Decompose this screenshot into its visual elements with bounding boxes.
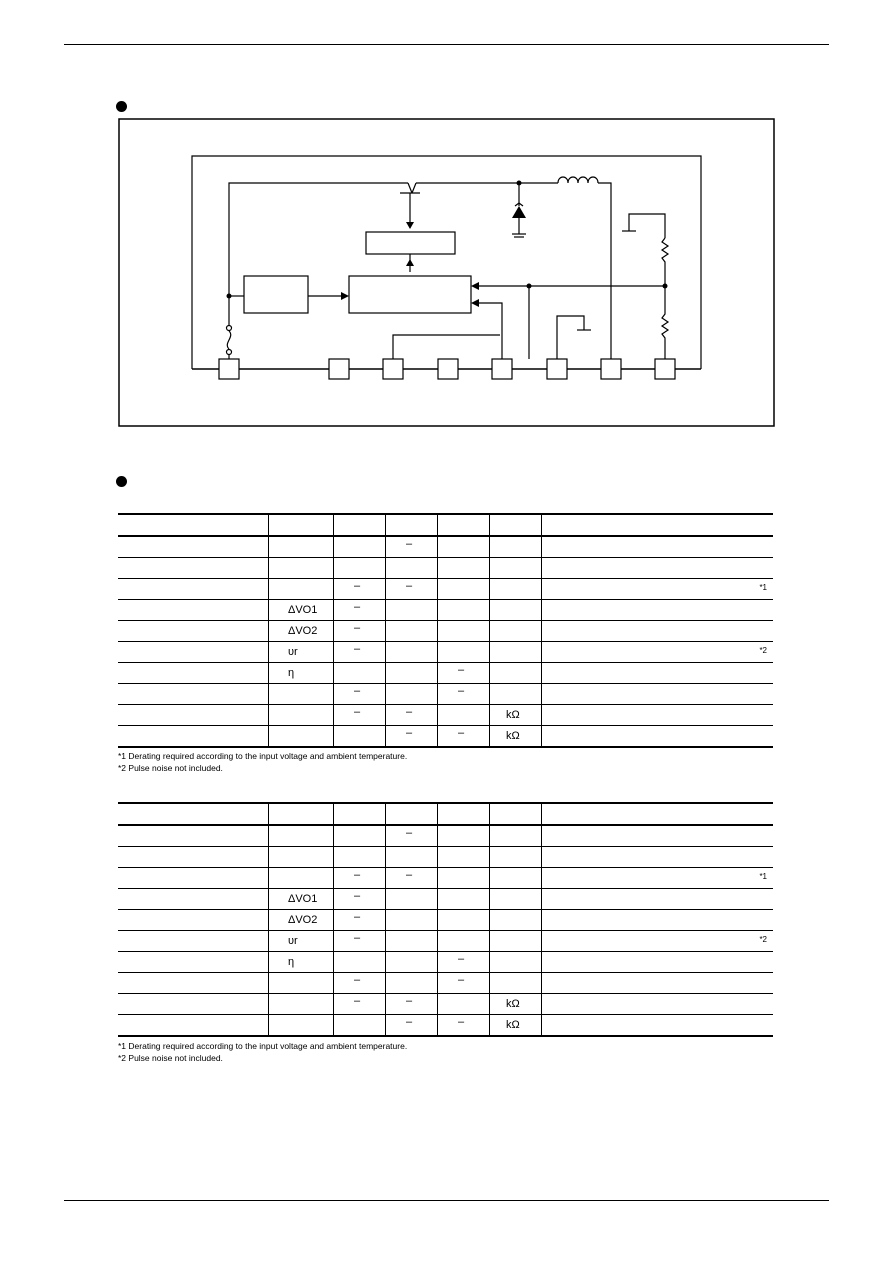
table-row [118,536,773,558]
typ-cell [386,910,438,931]
unit-cell [490,621,542,642]
max-cell [438,952,490,973]
dash-mark: – [406,538,413,550]
symbol-cell [269,536,334,558]
symbol-cell [269,994,334,1015]
param-cell [118,847,269,868]
footnote-1: *1 Derating required according to the input voltage and ambient temperature. [118,1041,408,1051]
typ-cell [386,847,438,868]
max-cell [438,705,490,726]
conditions-cell [542,889,774,910]
typ-cell [386,889,438,910]
param-cell [118,663,269,684]
unit-text: kΩ [506,998,520,1010]
conditions-cell [542,868,774,889]
max-cell [438,621,490,642]
table-row [118,847,773,868]
max-cell [438,868,490,889]
table-row [118,621,773,642]
min-cell [334,600,386,621]
unit-cell [490,931,542,952]
unit-text: kΩ [506,730,520,742]
typ-cell [386,952,438,973]
symbol-cell [269,910,334,931]
note-marker: *2 [759,935,767,944]
table-row [118,684,773,705]
table-row [118,931,773,952]
dash-mark: – [406,727,413,739]
dash-mark: – [354,685,361,697]
min-cell [334,847,386,868]
max-cell [438,600,490,621]
footnote-2: *2 Pulse noise not included. [118,763,223,773]
typ-cell [386,621,438,642]
param-cell [118,621,269,642]
symbol-cell [269,705,334,726]
max-cell [438,994,490,1015]
dash-mark: – [354,890,361,902]
symbol-text: ΔVO1 [288,604,318,616]
min-cell [334,579,386,600]
min-cell [334,994,386,1015]
min-cell [334,558,386,579]
note-marker: *1 [759,583,767,592]
symbol-text: υr [288,646,298,658]
oscillator-block [244,276,308,313]
pin-7 [601,359,621,379]
table-row [118,825,773,847]
unit-cell [490,663,542,684]
unit-cell [490,889,542,910]
diode-triangle [512,206,526,218]
dash-mark: – [406,1016,413,1028]
conditions-cell [542,579,774,600]
min-cell [334,952,386,973]
unit-cell [490,994,542,1015]
symbol-text: ΔVO2 [288,625,318,637]
pin-6 [547,359,567,379]
conditions-cell [542,600,774,621]
param-cell [118,558,269,579]
note-marker: *1 [759,872,767,881]
dash-mark: – [354,911,361,923]
section-bullet-specifications [116,476,127,487]
symbol-cell [269,663,334,684]
dash-mark: – [406,995,413,1007]
conditions-cell [542,663,774,684]
param-cell [118,579,269,600]
conditions-cell [542,994,774,1015]
dash-mark: – [354,643,361,655]
param-cell [118,973,269,994]
min-cell [334,663,386,684]
conditions-cell [542,973,774,994]
unit-cell [490,910,542,931]
symbol-cell [269,931,334,952]
min-cell [334,621,386,642]
max-cell [438,642,490,663]
min-cell [334,931,386,952]
symbol-cell [269,726,334,748]
max-cell [438,847,490,868]
conditions-cell [542,910,774,931]
table-row [118,994,773,1015]
unit-cell [490,705,542,726]
unit-cell [490,536,542,558]
symbol-cell [269,579,334,600]
dash-mark: – [354,622,361,634]
unit-cell [490,558,542,579]
note-marker: *2 [759,646,767,655]
typ-cell [386,868,438,889]
typ-cell [386,994,438,1015]
typ-cell [386,558,438,579]
pin-3 [383,359,403,379]
unit-cell [490,600,542,621]
dash-mark: – [354,995,361,1007]
symbol-cell [269,600,334,621]
pin-2 [329,359,349,379]
table-header-row [118,803,773,825]
symbol-cell [269,621,334,642]
symbol-cell [269,642,334,663]
symbol-text: η [288,667,295,679]
unit-text: kΩ [506,1019,520,1031]
typ-cell [386,825,438,847]
pin-5 [492,359,512,379]
max-cell [438,910,490,931]
symbol-cell [269,889,334,910]
table-row [118,1015,773,1037]
footer-rule [64,1200,829,1201]
max-cell [438,931,490,952]
table-row [118,726,773,748]
dash-mark: – [458,974,465,986]
symbol-cell [269,952,334,973]
dash-mark: – [458,664,465,676]
typ-cell [386,642,438,663]
symbol-cell [269,825,334,847]
dash-mark: – [354,869,361,881]
max-cell [438,726,490,748]
unit-text: kΩ [506,709,520,721]
footnote-2: *2 Pulse noise not included. [118,1053,223,1063]
max-cell [438,558,490,579]
table-row [118,973,773,994]
min-cell [334,889,386,910]
conditions-cell [542,952,774,973]
min-cell [334,642,386,663]
symbol-cell [269,684,334,705]
param-cell [118,600,269,621]
spec-table-2 [118,802,773,1037]
conditions-cell [542,684,774,705]
max-cell [438,579,490,600]
max-cell [438,825,490,847]
dash-mark: – [406,580,413,592]
param-cell [118,726,269,748]
typ-cell [386,1015,438,1037]
dash-mark: – [354,580,361,592]
param-cell [118,536,269,558]
table-body [118,536,773,747]
typ-cell [386,663,438,684]
param-cell [118,1015,269,1037]
ic-outline [192,156,701,369]
param-cell [118,910,269,931]
min-cell [334,726,386,748]
min-cell [334,684,386,705]
typ-cell [386,536,438,558]
dash-mark: – [354,601,361,613]
param-cell [118,931,269,952]
param-cell [118,825,269,847]
dash-mark: – [406,869,413,881]
conditions-cell [542,1015,774,1037]
pin-8 [655,359,675,379]
typ-cell [386,973,438,994]
diagram-frame [119,119,774,426]
min-cell [334,705,386,726]
table-row [118,952,773,973]
unit-cell [490,825,542,847]
unit-cell [490,579,542,600]
param-cell [118,868,269,889]
table-header-row [118,514,773,536]
symbol-cell [269,558,334,579]
symbol-cell [269,973,334,994]
symbol-cell [269,1015,334,1037]
min-cell [334,868,386,889]
unit-cell [490,726,542,748]
conditions-cell [542,705,774,726]
dash-mark: – [458,1016,465,1028]
max-cell [438,536,490,558]
table-row [118,705,773,726]
min-cell [334,825,386,847]
max-cell [438,663,490,684]
symbol-text: ΔVO2 [288,914,318,926]
dash-mark: – [458,953,465,965]
min-cell [334,1015,386,1037]
typ-cell [386,684,438,705]
table-row [118,889,773,910]
typ-cell [386,705,438,726]
symbol-text: η [288,956,295,968]
table1-footnotes [118,750,407,774]
param-cell [118,889,269,910]
conditions-cell [542,847,774,868]
table-row [118,642,773,663]
symbol-text: ΔVO1 [288,893,318,905]
unit-cell [490,1015,542,1037]
unit-cell [490,684,542,705]
pin-4 [438,359,458,379]
unit-cell [490,973,542,994]
dash-mark: – [354,706,361,718]
table-row [118,579,773,600]
conditions-cell [542,931,774,952]
conditions-cell [542,621,774,642]
dash-mark: – [406,827,413,839]
param-cell [118,952,269,973]
table-row [118,558,773,579]
driver-block [366,232,455,254]
max-cell [438,684,490,705]
dash-mark: – [458,727,465,739]
symbol-cell [269,868,334,889]
conditions-cell [542,642,774,663]
table-row [118,868,773,889]
max-cell [438,889,490,910]
param-cell [118,994,269,1015]
table2-footnotes [118,1040,407,1064]
dash-mark: – [406,706,413,718]
typ-cell [386,931,438,952]
typ-cell [386,600,438,621]
table-row [118,600,773,621]
param-cell [118,705,269,726]
min-cell [334,536,386,558]
typ-cell [386,579,438,600]
block-diagram [0,0,893,440]
unit-cell [490,847,542,868]
pin-1 [219,359,239,379]
pwm-control-block [349,276,471,313]
symbol-text: υr [288,935,298,947]
dash-mark: – [458,685,465,697]
unit-cell [490,952,542,973]
table-row [118,663,773,684]
unit-cell [490,868,542,889]
conditions-cell [542,726,774,748]
symbol-cell [269,847,334,868]
param-cell [118,684,269,705]
spec-table-1 [118,513,773,748]
param-cell [118,642,269,663]
table-body [118,825,773,1036]
conditions-cell [542,825,774,847]
dash-mark: – [354,974,361,986]
footnote-1: *1 Derating required according to the input voltage and ambient temperature. [118,751,408,761]
conditions-cell [542,558,774,579]
max-cell [438,1015,490,1037]
conditions-cell [542,536,774,558]
max-cell [438,973,490,994]
unit-cell [490,642,542,663]
table-row [118,910,773,931]
dash-mark: – [354,932,361,944]
min-cell [334,910,386,931]
min-cell [334,973,386,994]
typ-cell [386,726,438,748]
